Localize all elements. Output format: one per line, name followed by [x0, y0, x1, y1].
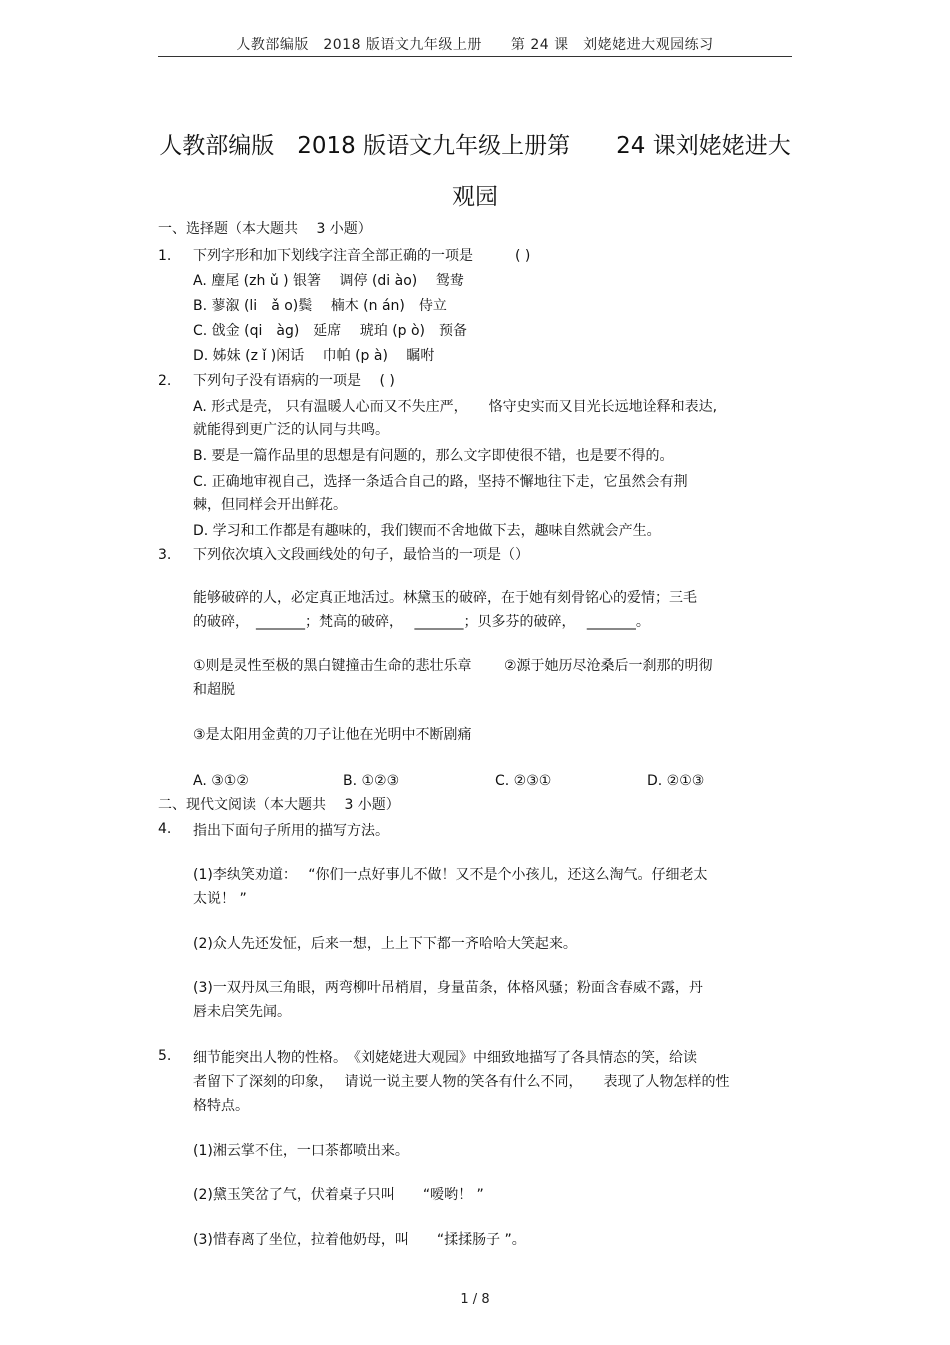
document-title-line-1: 人教部编版 2018 版语文九年级上册第 24 课刘姥姥进大 [159, 133, 791, 159]
page-number: 1 / 8 [460, 1292, 490, 1307]
question-4-stem: 指出下面句子所用的描写方法。 [193, 823, 389, 839]
question-4-sentence-3-cont: 唇未启笑先闻。 [193, 1004, 291, 1020]
page-header: 人教部编版 2018 版语文九年级上册 第 24 课 刘姥姥进大观园练习 [236, 37, 714, 53]
question-4-sentence-1-cont: 太说！ ” [193, 891, 247, 907]
question-2-option-c: C. 正确地审视自己，选择一条适合自己的路，坚持不懈地往下走，它虽然会有荆 [193, 474, 688, 490]
question-3-option-c: C. ②③① [495, 773, 552, 789]
question-number: 5. [158, 1048, 172, 1064]
question-1-option-c: C. 戗金 (qi àg) 延席 琥珀 (p ò) 预备 [193, 323, 468, 339]
question-1-option-b: B. 蓼溆 (li ǎ o)鬓 楠木 (n án) 侍立 [193, 298, 447, 314]
question-1-option-a: A. 麈尾 (zh ǔ ) 银箸 调停 (di ào) 鸳鸯 [193, 273, 464, 289]
question-3-option-d: D. ②①③ [647, 773, 705, 789]
question-number: 4. [158, 821, 172, 837]
question-5-stem-line-3: 格特点。 [193, 1098, 249, 1114]
question-3-option-a: A. ③①② [193, 773, 249, 789]
section-heading-reading: 二、现代文阅读（本大题共 3 小题） [158, 797, 400, 813]
question-3-sentence-option-3: ③是太阳用金黄的刀子让他在光明中不断剧痛 [193, 727, 472, 743]
question-5-sentence-3: (3)惜春离了坐位，拉着他奶母，叫 “揉揉肠子 ”。 [193, 1232, 526, 1248]
question-3-passage-line-1: 能够破碎的人，必定真正地活过。林黛玉的破碎，在于她有刻骨铭心的爱情；三毛 [193, 590, 697, 606]
section-heading-choice: 一、选择题（本大题共 3 小题） [158, 221, 372, 237]
question-number: 3. [158, 547, 172, 563]
question-1-stem: 下列字形和加下划线字注音全部正确的一项是 ( ) [193, 248, 531, 264]
question-4-sentence-3: (3)一双丹凤三角眼，两弯柳叶吊梢眉，身量苗条，体格风骚；粉面含春威不露，丹 [193, 980, 703, 996]
question-3-passage-line-2: 的破碎， _______；梵高的破碎， _______；贝多芬的破碎， _______。 [193, 614, 650, 630]
question-4-sentence-2: (2)众人先还发怔，后来一想，上上下下都一齐哈哈大笑起来。 [193, 936, 577, 952]
question-1-option-d: D. 姊妹 (z ǐ )闲话 巾帕 (p à) 瞩咐 [193, 348, 435, 364]
question-2-option-a: A. 形式是壳， 只有温暖人心而又不失庄严， 恪守史实而又目光长远地诠释和表达, [193, 399, 718, 415]
document-title-line-2: 观园 [452, 184, 498, 210]
question-5-sentence-2: (2)黛玉笑岔了气，伏着桌子只叫 “嗳哟！ ” [193, 1187, 484, 1203]
question-2-option-d: D. 学习和工作都是有趣味的，我们锲而不舍地做下去，趣味自然就会产生。 [193, 523, 661, 539]
question-2-stem: 下列句子没有语病的一项是 ( ) [193, 373, 395, 389]
question-number: 1. [158, 248, 172, 264]
question-2-option-a-cont: 就能得到更广泛的认同与共鸣。 [193, 422, 389, 438]
question-number: 2. [158, 373, 172, 389]
question-3-sentence-options-cont: 和超脱 [193, 682, 235, 698]
question-5-sentence-1: (1)湘云掌不住，一口茶都喷出来。 [193, 1143, 409, 1159]
question-2-option-c-cont: 棘，但同样会开出鲜花。 [193, 497, 347, 513]
question-4-sentence-1: (1)李纨笑劝道： “你们一点好事儿不做！又不是个小孩儿，还这么淘气。仔细老太 [193, 867, 708, 883]
question-5-stem-line-2: 者留下了深刻的印象， 请说一说主要人物的笑各有什么不同， 表现了人物怎样的性 [193, 1074, 730, 1090]
question-3-option-b: B. ①②③ [343, 773, 400, 789]
question-5-stem-line-1: 细节能突出人物的性格。 《刘姥姥进大观园》中细致地描写了各具情态的笑，给读 [193, 1050, 697, 1066]
header-divider [158, 56, 792, 57]
question-3-stem: 下列依次填入文段画线处的句子，最恰当的一项是（） [193, 547, 529, 563]
question-3-sentence-options: ①则是灵性至极的黑白键撞击生命的悲壮乐章 ②源于她历尽沧桑后一刹那的明彻 [193, 658, 713, 674]
question-2-option-b: B. 要是一篇作品里的思想是有问题的，那么文字即使很不错，也是要不得的。 [193, 448, 674, 464]
